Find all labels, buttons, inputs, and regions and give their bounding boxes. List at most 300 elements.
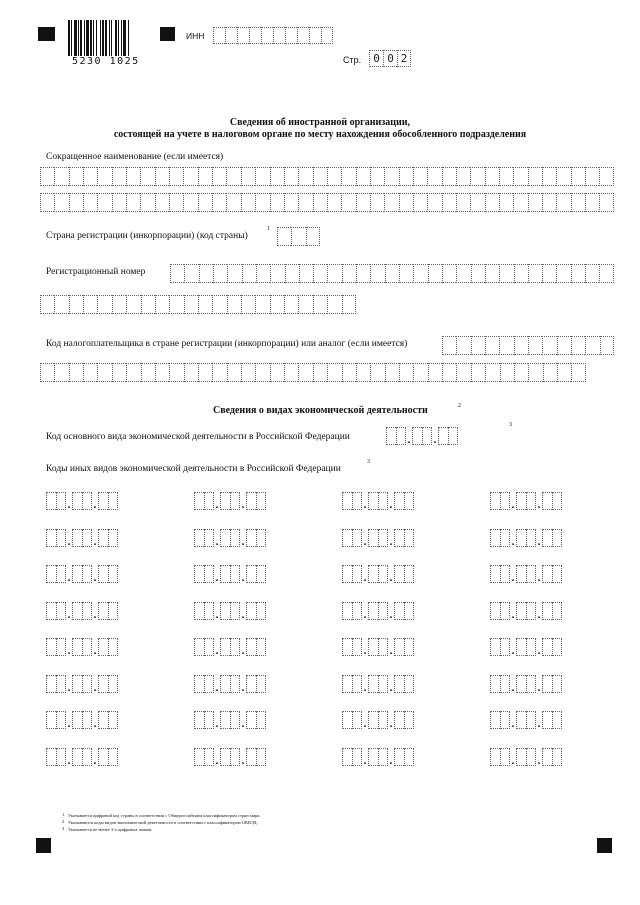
char-cell[interactable] [499, 167, 513, 186]
okved-digit-cell[interactable] [108, 638, 118, 656]
char-cell[interactable] [599, 167, 613, 186]
char-cell[interactable] [227, 363, 241, 382]
okved-digit-cell[interactable] [256, 565, 266, 583]
okved-digit-cell[interactable] [98, 638, 108, 656]
char-cell[interactable] [141, 295, 155, 314]
char-cell[interactable] [198, 363, 212, 382]
okved-digit-cell[interactable] [72, 748, 82, 766]
char-cell[interactable] [413, 193, 427, 212]
okved-digit-cell[interactable] [500, 675, 510, 693]
char-cell[interactable] [442, 363, 456, 382]
char-cell[interactable] [385, 363, 399, 382]
okved-digit-cell[interactable] [394, 638, 404, 656]
okved-digit-cell[interactable] [352, 492, 362, 510]
okved-digit-cell[interactable] [220, 711, 230, 729]
okved-digit-cell[interactable] [220, 529, 230, 547]
char-cell[interactable] [370, 363, 384, 382]
char-cell[interactable] [198, 295, 212, 314]
okved-digit-cell[interactable] [56, 565, 66, 583]
okved-digit-cell[interactable] [46, 711, 56, 729]
char-cell[interactable] [485, 264, 499, 283]
other-activity-code[interactable] [342, 529, 414, 547]
other-activity-code[interactable] [490, 492, 562, 510]
okved-digit-cell[interactable] [194, 711, 204, 729]
okved-digit-cell[interactable] [82, 675, 92, 693]
char-cell[interactable] [370, 193, 384, 212]
okved-digit-cell[interactable] [490, 492, 500, 510]
okved-digit-cell[interactable] [56, 492, 66, 510]
okved-digit-cell[interactable] [500, 638, 510, 656]
okved-digit-cell[interactable] [542, 638, 552, 656]
other-activity-code[interactable] [194, 711, 266, 729]
char-cell[interactable] [356, 264, 370, 283]
char-cell[interactable] [112, 167, 126, 186]
char-cell[interactable] [428, 264, 442, 283]
okved-digit-cell[interactable] [194, 529, 204, 547]
other-activity-code[interactable] [194, 565, 266, 583]
okved-digit-cell[interactable] [108, 675, 118, 693]
char-cell[interactable] [528, 336, 542, 355]
okved-digit-cell[interactable] [46, 529, 56, 547]
okved-digit-cell[interactable] [256, 492, 266, 510]
char-cell[interactable] [542, 336, 556, 355]
okved-digit-cell[interactable] [220, 675, 230, 693]
taxpayer-code-row-1[interactable] [442, 336, 614, 355]
country-code-field[interactable] [277, 227, 320, 246]
other-activity-code[interactable] [342, 492, 414, 510]
inn-digit-cell[interactable] [225, 27, 237, 44]
char-cell[interactable] [341, 167, 355, 186]
char-cell[interactable] [413, 167, 427, 186]
other-activity-code[interactable] [490, 565, 562, 583]
char-cell[interactable] [184, 264, 198, 283]
okved-digit-cell[interactable] [72, 675, 82, 693]
char-cell[interactable] [585, 167, 599, 186]
char-cell[interactable] [183, 167, 197, 186]
okved-digit-cell[interactable] [526, 711, 536, 729]
okved-digit-cell[interactable] [256, 675, 266, 693]
okved-digit-cell[interactable] [72, 529, 82, 547]
okved-digit-cell[interactable] [526, 675, 536, 693]
char-cell[interactable] [212, 167, 226, 186]
char-cell[interactable] [169, 167, 183, 186]
char-cell[interactable] [306, 227, 320, 246]
char-cell[interactable] [54, 295, 68, 314]
char-cell[interactable] [155, 193, 169, 212]
other-activity-code[interactable] [490, 602, 562, 620]
okved-digit-cell[interactable] [394, 602, 404, 620]
char-cell[interactable] [342, 264, 356, 283]
char-cell[interactable] [169, 363, 183, 382]
char-cell[interactable] [384, 167, 398, 186]
other-activity-code[interactable] [490, 529, 562, 547]
okved-digit-cell[interactable] [394, 565, 404, 583]
okved-digit-cell[interactable] [82, 748, 92, 766]
char-cell[interactable] [284, 167, 298, 186]
okved-digit-cell[interactable] [72, 711, 82, 729]
char-cell[interactable] [442, 336, 456, 355]
okved-digit-cell[interactable] [368, 711, 378, 729]
okved-digit-cell[interactable] [516, 565, 526, 583]
okved-digit-cell[interactable] [230, 638, 240, 656]
char-cell[interactable] [585, 264, 599, 283]
other-activity-code[interactable] [194, 602, 266, 620]
char-cell[interactable] [514, 363, 528, 382]
okved-digit-cell[interactable] [204, 492, 214, 510]
okved-digit-cell[interactable] [204, 565, 214, 583]
okved-digit-cell[interactable] [352, 748, 362, 766]
char-cell[interactable] [255, 167, 269, 186]
okved-digit-cell[interactable] [108, 492, 118, 510]
okved-digit-cell[interactable] [552, 565, 562, 583]
okved-digit-cell[interactable] [72, 602, 82, 620]
char-cell[interactable] [170, 264, 184, 283]
char-cell[interactable] [399, 193, 413, 212]
char-cell[interactable] [184, 295, 198, 314]
okved-digit-cell[interactable] [404, 529, 414, 547]
okved-digit-cell[interactable] [204, 602, 214, 620]
char-cell[interactable] [542, 167, 556, 186]
okved-digit-cell[interactable] [46, 565, 56, 583]
other-activity-code[interactable] [46, 529, 118, 547]
okved-digit-cell[interactable] [352, 675, 362, 693]
char-cell[interactable] [556, 167, 570, 186]
okved-digit-cell[interactable] [490, 529, 500, 547]
okved-digit-cell[interactable] [394, 748, 404, 766]
char-cell[interactable] [256, 264, 270, 283]
okved-digit-cell[interactable] [552, 675, 562, 693]
char-cell[interactable] [542, 193, 556, 212]
okved-digit-cell[interactable] [378, 492, 388, 510]
char-cell[interactable] [499, 336, 513, 355]
okved-digit-cell[interactable] [526, 529, 536, 547]
okved-digit-cell[interactable] [404, 492, 414, 510]
okved-digit-cell[interactable] [404, 565, 414, 583]
char-cell[interactable] [241, 295, 255, 314]
okved-digit-cell[interactable] [404, 711, 414, 729]
okved-digit-cell[interactable] [394, 492, 404, 510]
char-cell[interactable] [456, 336, 470, 355]
char-cell[interactable] [241, 193, 255, 212]
char-cell[interactable] [571, 193, 585, 212]
other-activity-code[interactable] [342, 711, 414, 729]
char-cell[interactable] [356, 363, 370, 382]
char-cell[interactable] [356, 167, 370, 186]
okved-digit-cell[interactable] [98, 565, 108, 583]
okved-digit-cell[interactable] [526, 492, 536, 510]
char-cell[interactable] [600, 336, 614, 355]
char-cell[interactable] [470, 167, 484, 186]
char-cell[interactable] [528, 167, 542, 186]
inn-digit-cell[interactable] [237, 27, 249, 44]
char-cell[interactable] [413, 363, 427, 382]
okved-digit-cell[interactable] [516, 748, 526, 766]
char-cell[interactable] [599, 193, 613, 212]
char-cell[interactable] [585, 336, 599, 355]
okved-digit-cell[interactable] [204, 748, 214, 766]
other-activity-code[interactable] [46, 638, 118, 656]
char-cell[interactable] [69, 295, 83, 314]
okved-digit-cell[interactable] [542, 711, 552, 729]
okved-digit-cell[interactable] [516, 638, 526, 656]
char-cell[interactable] [470, 193, 484, 212]
okved-digit-cell[interactable] [98, 602, 108, 620]
char-cell[interactable] [556, 193, 570, 212]
okved-digit-cell[interactable] [246, 748, 256, 766]
char-cell[interactable] [97, 193, 111, 212]
okved-digit-cell[interactable] [56, 529, 66, 547]
char-cell[interactable] [199, 264, 213, 283]
okved-digit-cell[interactable] [98, 711, 108, 729]
okved-digit-cell[interactable] [46, 675, 56, 693]
char-cell[interactable] [543, 363, 557, 382]
okved-digit-cell[interactable] [82, 565, 92, 583]
char-cell[interactable] [599, 264, 613, 283]
char-cell[interactable] [370, 167, 384, 186]
other-activity-code[interactable] [194, 492, 266, 510]
char-cell[interactable] [385, 264, 399, 283]
char-cell[interactable] [212, 193, 226, 212]
okved-digit-cell[interactable] [516, 492, 526, 510]
char-cell[interactable] [485, 193, 499, 212]
char-cell[interactable] [126, 167, 140, 186]
okved-digit-cell[interactable] [56, 675, 66, 693]
other-activity-code[interactable] [490, 711, 562, 729]
char-cell[interactable] [141, 363, 155, 382]
char-cell[interactable] [242, 264, 256, 283]
okved-digit-cell[interactable] [72, 492, 82, 510]
okved-digit-cell[interactable] [230, 675, 240, 693]
other-activity-code[interactable] [46, 602, 118, 620]
char-cell[interactable] [528, 264, 542, 283]
other-activity-code[interactable] [342, 675, 414, 693]
okved-digit-cell[interactable] [46, 492, 56, 510]
char-cell[interactable] [155, 363, 169, 382]
okved-digit-cell[interactable] [396, 427, 406, 445]
okved-digit-cell[interactable] [394, 711, 404, 729]
okved-digit-cell[interactable] [230, 602, 240, 620]
char-cell[interactable] [442, 193, 456, 212]
okved-digit-cell[interactable] [368, 638, 378, 656]
okved-digit-cell[interactable] [108, 711, 118, 729]
char-cell[interactable] [571, 264, 585, 283]
char-cell[interactable] [69, 363, 83, 382]
okved-digit-cell[interactable] [552, 492, 562, 510]
main-activity-code[interactable] [386, 427, 458, 445]
okved-digit-cell[interactable] [352, 565, 362, 583]
okved-digit-cell[interactable] [220, 748, 230, 766]
okved-digit-cell[interactable] [98, 748, 108, 766]
okved-digit-cell[interactable] [404, 748, 414, 766]
other-activity-code[interactable] [490, 638, 562, 656]
okved-digit-cell[interactable] [246, 711, 256, 729]
okved-digit-cell[interactable] [56, 602, 66, 620]
okved-digit-cell[interactable] [98, 529, 108, 547]
inn-digit-cell[interactable] [285, 27, 297, 44]
okved-digit-cell[interactable] [516, 711, 526, 729]
char-cell[interactable] [585, 193, 599, 212]
short-name-row-2[interactable] [40, 193, 614, 212]
other-activity-code[interactable] [46, 748, 118, 766]
char-cell[interactable] [341, 193, 355, 212]
char-cell[interactable] [183, 193, 197, 212]
char-cell[interactable] [471, 336, 485, 355]
char-cell[interactable] [184, 363, 198, 382]
char-cell[interactable] [97, 363, 111, 382]
short-name-row-1[interactable] [40, 167, 614, 186]
char-cell[interactable] [255, 363, 269, 382]
okved-digit-cell[interactable] [246, 565, 256, 583]
taxpayer-code-row-2[interactable] [40, 363, 586, 382]
okved-digit-cell[interactable] [500, 711, 510, 729]
char-cell[interactable] [298, 167, 312, 186]
okved-digit-cell[interactable] [516, 675, 526, 693]
okved-digit-cell[interactable] [378, 565, 388, 583]
okved-digit-cell[interactable] [542, 492, 552, 510]
char-cell[interactable] [255, 193, 269, 212]
other-activity-code[interactable] [46, 492, 118, 510]
okved-digit-cell[interactable] [352, 638, 362, 656]
char-cell[interactable] [327, 264, 341, 283]
okved-digit-cell[interactable] [378, 638, 388, 656]
char-cell[interactable] [384, 193, 398, 212]
okved-digit-cell[interactable] [404, 602, 414, 620]
char-cell[interactable] [83, 363, 97, 382]
okved-digit-cell[interactable] [552, 748, 562, 766]
okved-digit-cell[interactable] [108, 529, 118, 547]
char-cell[interactable] [285, 264, 299, 283]
other-activity-code[interactable] [194, 638, 266, 656]
char-cell[interactable] [499, 264, 513, 283]
okved-digit-cell[interactable] [542, 565, 552, 583]
char-cell[interactable] [169, 295, 183, 314]
okved-digit-cell[interactable] [378, 529, 388, 547]
okved-digit-cell[interactable] [256, 638, 266, 656]
char-cell[interactable] [442, 167, 456, 186]
char-cell[interactable] [140, 193, 154, 212]
char-cell[interactable] [112, 363, 126, 382]
char-cell[interactable] [213, 264, 227, 283]
okved-digit-cell[interactable] [56, 748, 66, 766]
okved-digit-cell[interactable] [108, 748, 118, 766]
okved-digit-cell[interactable] [230, 492, 240, 510]
okved-digit-cell[interactable] [552, 711, 562, 729]
okved-digit-cell[interactable] [82, 638, 92, 656]
char-cell[interactable] [456, 167, 470, 186]
okved-digit-cell[interactable] [394, 529, 404, 547]
char-cell[interactable] [54, 167, 68, 186]
char-cell[interactable] [456, 363, 470, 382]
inn-digit-cell[interactable] [249, 27, 261, 44]
okved-digit-cell[interactable] [500, 529, 510, 547]
char-cell[interactable] [399, 167, 413, 186]
okved-digit-cell[interactable] [220, 602, 230, 620]
char-cell[interactable] [112, 295, 126, 314]
char-cell[interactable] [313, 167, 327, 186]
inn-digit-cell[interactable] [273, 27, 285, 44]
char-cell[interactable] [270, 264, 284, 283]
char-cell[interactable] [284, 295, 298, 314]
char-cell[interactable] [226, 167, 240, 186]
char-cell[interactable] [342, 295, 356, 314]
char-cell[interactable] [227, 264, 241, 283]
char-cell[interactable] [155, 295, 169, 314]
okved-digit-cell[interactable] [46, 602, 56, 620]
okved-digit-cell[interactable] [516, 529, 526, 547]
inn-digit-cell[interactable] [309, 27, 321, 44]
okved-digit-cell[interactable] [194, 638, 204, 656]
char-cell[interactable] [571, 363, 585, 382]
char-cell[interactable] [227, 295, 241, 314]
okved-digit-cell[interactable] [526, 602, 536, 620]
char-cell[interactable] [557, 336, 571, 355]
char-cell[interactable] [241, 363, 255, 382]
okved-digit-cell[interactable] [342, 492, 352, 510]
okved-digit-cell[interactable] [220, 492, 230, 510]
char-cell[interactable] [54, 193, 68, 212]
char-cell[interactable] [126, 193, 140, 212]
char-cell[interactable] [514, 264, 528, 283]
inn-field[interactable] [213, 27, 333, 44]
char-cell[interactable] [327, 363, 341, 382]
okved-digit-cell[interactable] [368, 492, 378, 510]
okved-digit-cell[interactable] [342, 602, 352, 620]
char-cell[interactable] [270, 295, 284, 314]
other-activity-code[interactable] [194, 529, 266, 547]
okved-digit-cell[interactable] [46, 638, 56, 656]
okved-digit-cell[interactable] [82, 492, 92, 510]
okved-digit-cell[interactable] [352, 529, 362, 547]
okved-digit-cell[interactable] [194, 748, 204, 766]
okved-digit-cell[interactable] [72, 638, 82, 656]
okved-digit-cell[interactable] [98, 675, 108, 693]
char-cell[interactable] [413, 264, 427, 283]
char-cell[interactable] [270, 167, 284, 186]
okved-digit-cell[interactable] [490, 602, 500, 620]
okved-digit-cell[interactable] [342, 565, 352, 583]
okved-digit-cell[interactable] [368, 565, 378, 583]
char-cell[interactable] [126, 295, 140, 314]
char-cell[interactable] [83, 193, 97, 212]
okved-digit-cell[interactable] [108, 602, 118, 620]
char-cell[interactable] [277, 227, 291, 246]
char-cell[interactable] [313, 363, 327, 382]
char-cell[interactable] [284, 363, 298, 382]
okved-digit-cell[interactable] [368, 602, 378, 620]
char-cell[interactable] [97, 167, 111, 186]
okved-digit-cell[interactable] [220, 565, 230, 583]
char-cell[interactable] [140, 167, 154, 186]
char-cell[interactable] [428, 363, 442, 382]
char-cell[interactable] [313, 295, 327, 314]
other-activity-code[interactable] [342, 748, 414, 766]
char-cell[interactable] [556, 264, 570, 283]
char-cell[interactable] [169, 193, 183, 212]
other-activity-code[interactable] [194, 675, 266, 693]
okved-digit-cell[interactable] [108, 565, 118, 583]
char-cell[interactable] [126, 363, 140, 382]
char-cell[interactable] [270, 363, 284, 382]
char-cell[interactable] [571, 336, 585, 355]
okved-digit-cell[interactable] [490, 565, 500, 583]
char-cell[interactable] [40, 363, 54, 382]
inn-digit-cell[interactable] [321, 27, 333, 44]
okved-digit-cell[interactable] [204, 711, 214, 729]
other-activity-code[interactable] [342, 602, 414, 620]
okved-digit-cell[interactable] [552, 602, 562, 620]
okved-digit-cell[interactable] [342, 711, 352, 729]
char-cell[interactable] [40, 167, 54, 186]
